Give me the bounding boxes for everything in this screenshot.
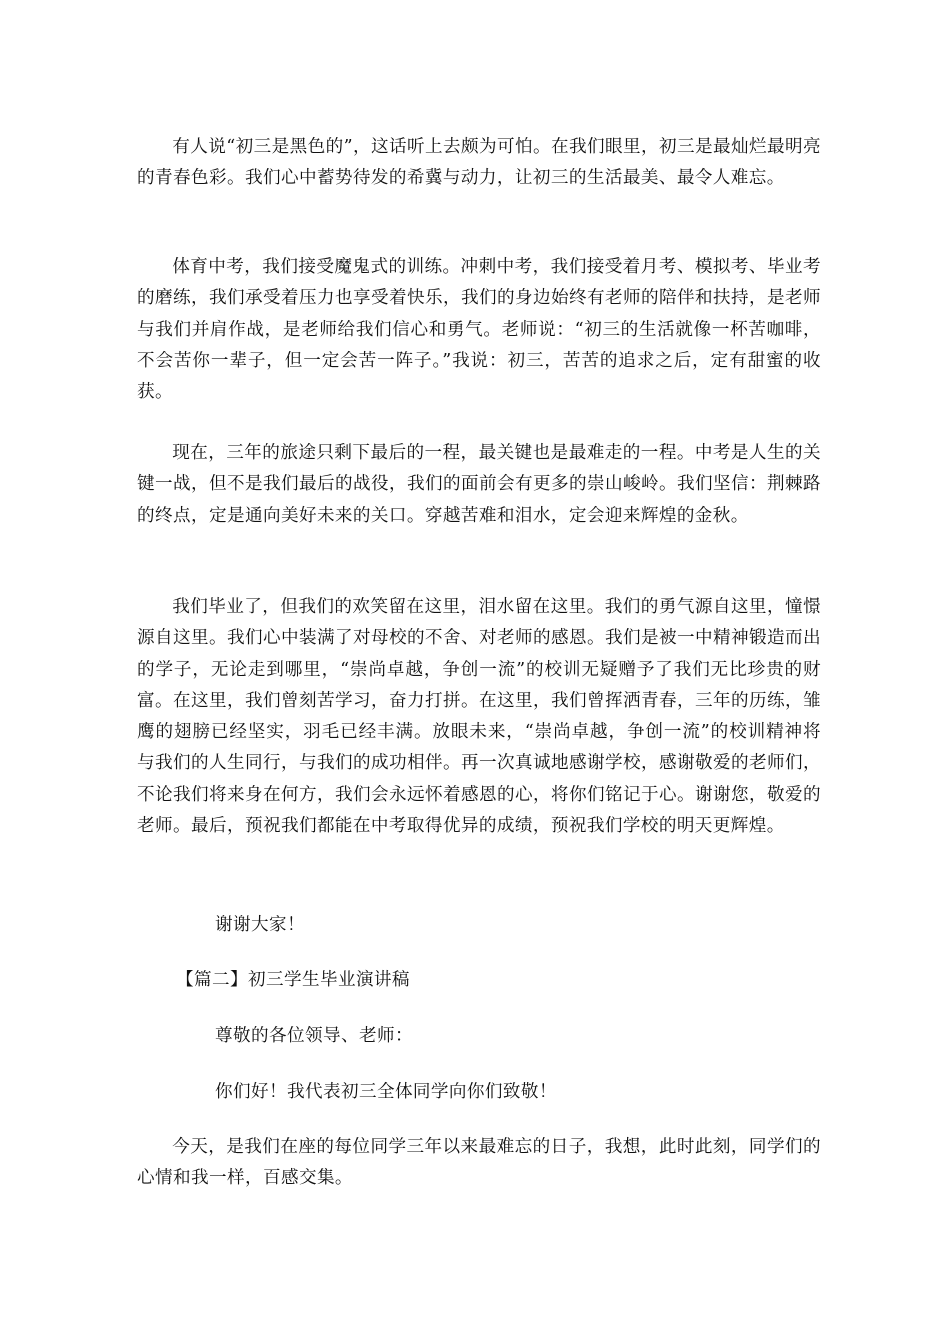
paragraph-3: 现在，三年的旅途只剩下最后的一程，最关键也是最难走的一程。中考是人生的关键一战，但不是我们最后的战役，我们的面前会有更多的崇山峻岭。我们坚信：荆棘路的终点，定是通向美好未来的关口。穿越苦难和泪水，定会迎来辉煌的金秋。 [137,443,821,526]
section-heading: 【篇二】初三学生毕业演讲稿 [176,970,410,990]
paragraph-1: 有人说“初三是黑色的”，这话听上去颇为可怕。在我们眼里，初三是最灿烂最明亮的青春色彩。我们心中蓄势待发的希冀与动力，让初三的生活最美、最令人难忘。 [137,137,821,189]
thanks-line: 谢谢大家！ [215,915,305,935]
greeting-line: 你们好！我代表初三全体同学向你们致敬！ [215,1082,557,1102]
paragraph-final: 今天，是我们在座的每位同学三年以来最难忘的日子，我想，此时此刻，同学们的心情和我一样，百感交集。 [137,1137,821,1189]
salutation: 尊敬的各位领导、老师： [215,1026,413,1046]
paragraph-2: 体育中考，我们接受魔鬼式的训练。冲刺中考，我们接受着月考、模拟考、毕业考的磨练，我们承受着压力也享受着快乐，我们的身边始终有老师的陪伴和扶持，是老师与我们并肩作战，是老师给我们信心和勇气。老师说：“初三的生活就像一杯苦咖啡，不会苦你一辈子，但一定会苦一阵子。”我说：初三，苦苦的追求之后，定有甜蜜的收获。 [137,257,821,403]
paragraph-4: 我们毕业了，但我们的欢笑留在这里，泪水留在这里。我们的勇气源自这里，憧憬源自这里。我们心中装满了对母校的不舍、对老师的感恩。我们是被一中精神锻造而出的学子，无论走到哪里，“崇尚卓越，争创一流”的校训无疑赠予了我们无比珍贵的财富。在这里，我们曾刻苦学习，奋力打拼。在这里，我们曾挥洒青春，三年的历练，雏鹰的翅膀已经坚实，羽毛已经丰满。放眼未来，“崇尚卓越，争创一流”的校训精神将与我们的人生同行，与我们的成功相伴。再一次真诚地感谢学校，感谢敬爱的老师们，不论我们将来身在何方，我们会永远怀着感恩的心，将你们铭记于心。谢谢您，敬爱的老师。最后，预祝我们都能在中考取得优异的成绩，预祝我们学校的明天更辉煌。 [137,597,821,837]
